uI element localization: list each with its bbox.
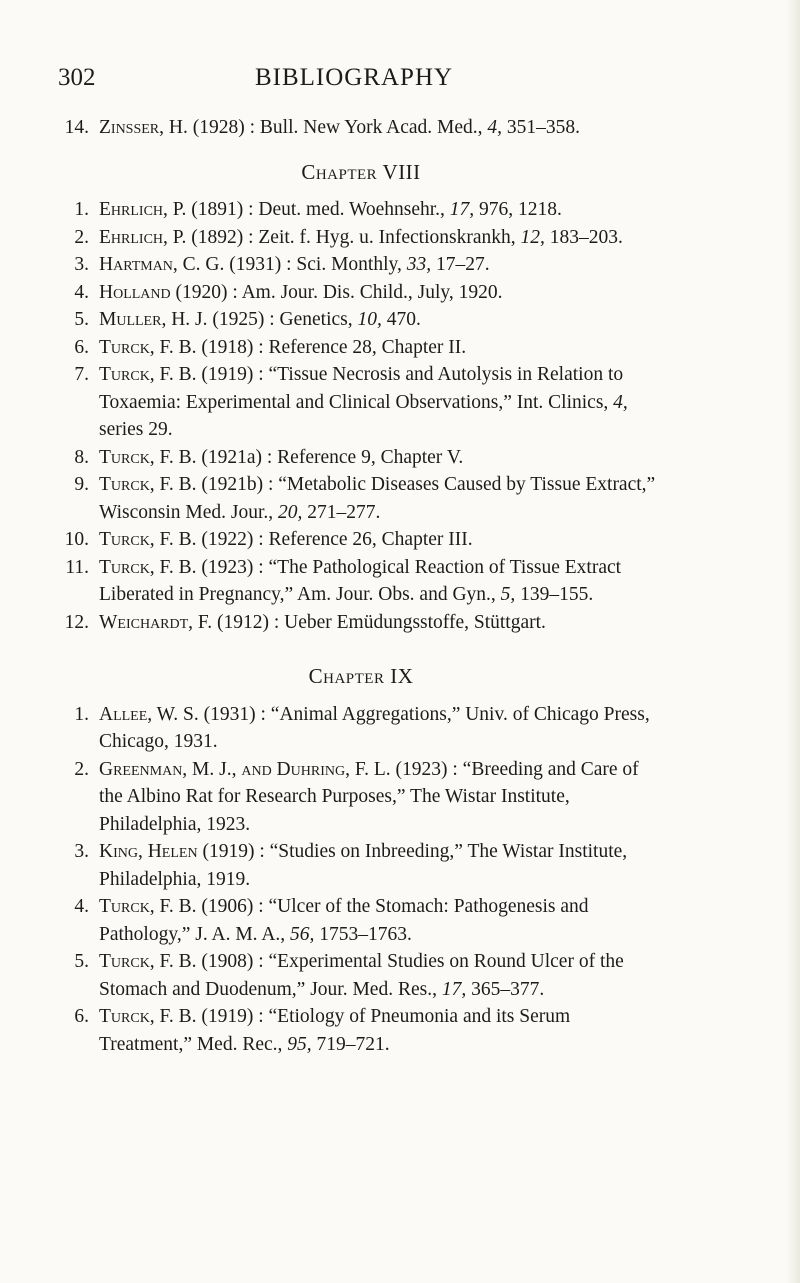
bibliography-entry — [55, 756, 667, 839]
entry-pages: 139–155. — [515, 584, 594, 605]
entry-citation: (1919) : “Etiology of Pneumonia and its Serum Treatment,” Med. Rec., — [99, 1006, 571, 1055]
entry-author: Turck, F. B. — [99, 529, 197, 550]
entry-number: 6. — [74, 1006, 89, 1027]
bibliography-entry — [55, 361, 667, 444]
entry-author: Turck, F. B. — [99, 336, 197, 358]
page-edge-shadow — [786, 0, 800, 1283]
entry-text — [99, 471, 667, 526]
entry-number: 12. — [64, 611, 89, 633]
entry-author: King, Helen — [99, 841, 198, 862]
chapter-viii-list — [55, 196, 667, 636]
entry-number: 3. — [74, 254, 89, 275]
entry-pages: 976, 1218. — [474, 199, 562, 220]
entry-author: Turck, F. B. — [99, 556, 197, 578]
entry-author: Turck, F. B. — [99, 1006, 197, 1027]
entry-text — [99, 224, 667, 252]
entry-text — [99, 279, 667, 307]
entry-volume: 20, — [278, 501, 303, 523]
bibliography-entry — [55, 838, 667, 893]
entry-pages: 719–721. — [311, 1033, 390, 1055]
entry-number: 2. — [74, 758, 89, 780]
entry-number: 10. — [64, 529, 89, 550]
entry-volume: 95, — [287, 1033, 312, 1055]
entry-pages: 351–358. — [502, 117, 581, 138]
bibliography-entry — [55, 948, 667, 1003]
entry-text — [99, 306, 667, 334]
entry-pages: 271–277. — [302, 501, 381, 523]
entry-text — [99, 838, 667, 893]
chapter-heading-viii: Chapter VIII — [301, 159, 421, 184]
entry-text — [99, 114, 667, 142]
entry-citation: (1921b) : “Metabolic Diseases Caused by Tissue Extract,” Wisconsin Med. Jour., — [99, 474, 656, 523]
entry-text — [99, 334, 667, 362]
entry-pages: series 29. — [99, 419, 173, 440]
entry-text — [99, 609, 667, 637]
entry-citation: (1921a) : Reference 9, Chapter V. — [196, 446, 464, 468]
entry-text — [99, 756, 667, 839]
entry-text — [99, 196, 667, 224]
entry-text — [99, 361, 667, 444]
entry-text — [99, 948, 667, 1003]
entry-volume: 4, — [613, 391, 628, 413]
page-number: 302 — [58, 64, 96, 91]
entry-citation: (1912) : Ueber Emüdungsstoffe, Stüttgart. — [212, 611, 546, 633]
bibliography-entry — [55, 251, 667, 279]
entry-citation: (1920) : Am. Jour. Dis. Child., July, 1920. — [170, 281, 503, 303]
entry-number: 7. — [74, 364, 89, 385]
chapter-ix-list — [55, 701, 667, 1059]
entry-volume: 10, — [357, 309, 382, 330]
bibliography-entry — [55, 893, 667, 948]
entry-author: Zinsser, H. — [99, 117, 188, 138]
entry-author: Turck, F. B. — [99, 951, 197, 972]
entry-citation: (1922) : Reference 26, Chapter III. — [196, 529, 473, 550]
entry-citation: (1919) : “Studies on Inbreeding,” The Wistar Institute, Philadelphia, 1919. — [99, 841, 628, 890]
entry-citation: (1919) : “Tissue Necrosis and Autolysis in Relation to Toxaemia: Experimental and Clinical Observations,” Int. Clinics, — [99, 364, 624, 413]
entry-text — [99, 444, 667, 472]
entry-pages: 1753–1763. — [314, 923, 412, 945]
entry-citation: (1931) : “Animal Aggregations,” Univ. of Chicago Press, Chicago, 1931. — [99, 703, 650, 752]
entry-citation: (1918) : Reference 28, Chapter II. — [196, 336, 467, 358]
bibliography-entry — [55, 609, 667, 637]
entry-number: 4. — [74, 896, 89, 917]
entry-pages: 470. — [381, 309, 421, 330]
entry-text — [99, 701, 667, 756]
intro-list — [55, 114, 667, 142]
entry-volume: 33, — [406, 254, 432, 275]
entry-author: Ehrlich, P. — [99, 226, 187, 248]
bibliography-entry — [55, 526, 667, 554]
entry-author: Allee, W. S. — [99, 703, 199, 725]
bibliography-entry — [55, 444, 667, 472]
bibliography-entry — [55, 554, 667, 609]
entry-author: Turck, F. B. — [99, 446, 197, 468]
bibliography-entry — [55, 114, 667, 142]
entry-citation: (1923) : “The Pathological Reaction of Tissue Extract Liberated in Pregnancy,” Am. Jour. Obs. and Gyn., — [99, 556, 622, 605]
entry-number: 5. — [74, 309, 89, 330]
page-header — [58, 64, 650, 98]
bibliography-content — [55, 114, 667, 1058]
bibliography-entry — [55, 471, 667, 526]
entry-text — [99, 1003, 667, 1058]
bibliography-entry — [55, 279, 667, 307]
entry-text — [99, 526, 667, 554]
entry-number: 8. — [74, 446, 89, 468]
entry-author: Holland — [99, 281, 171, 303]
entry-author: Muller, H. J. — [99, 309, 208, 330]
entry-author: Turck, F. B. — [99, 896, 197, 917]
entry-citation: (1908) : “Experimental Studies on Round Ulcer of the Stomach and Duodenum,” Jour. Med. Res., — [99, 951, 624, 1000]
entry-citation: (1928) : Bull. New York Acad. Med., — [187, 117, 488, 138]
bibliography-entry — [55, 1003, 667, 1058]
entry-citation: (1925) : Genetics, — [207, 309, 358, 330]
entry-pages: 365–377. — [466, 978, 545, 1000]
bibliography-entry — [55, 334, 667, 362]
entry-citation: (1892) : Zeit. f. Hyg. u. Infectionskrankh, — [186, 226, 521, 248]
entry-number: 11. — [65, 556, 89, 578]
entry-author: Ehrlich, P. — [99, 199, 187, 220]
entry-citation: (1923) : “Breeding and Care of the Albino Rat for Research Purposes,” The Wistar Institute, Philadelphia, 1923. — [99, 758, 639, 835]
bibliography-entry — [55, 224, 667, 252]
entry-number: 14. — [64, 117, 89, 138]
entry-text — [99, 554, 667, 609]
entry-number: 6. — [74, 336, 89, 358]
entry-volume: 17, — [449, 199, 475, 220]
entry-volume: 4, — [487, 117, 503, 138]
entry-number: 1. — [74, 199, 89, 220]
entry-author: Turck, F. B. — [99, 474, 197, 495]
entry-pages: 17–27. — [431, 254, 490, 275]
entry-number: 4. — [74, 281, 89, 303]
entry-citation: (1906) : “Ulcer of the Stomach: Pathogenesis and Pathology,” J. A. M. A., — [99, 896, 589, 945]
entry-number: 9. — [74, 474, 89, 495]
entry-text — [99, 251, 667, 279]
entry-author: Weichardt, F. — [99, 611, 213, 633]
running-title: BIBLIOGRAPHY — [254, 64, 454, 91]
bibliography-entry — [55, 306, 667, 334]
entry-citation: (1931) : Sci. Monthly, — [224, 254, 407, 275]
entry-number: 1. — [74, 703, 89, 725]
entry-number: 3. — [74, 841, 89, 862]
entry-author: Greenman, M. J., and Duhring, F. L. — [99, 758, 391, 780]
entry-author: Turck, F. B. — [99, 364, 197, 385]
entry-volume: 17, — [441, 978, 467, 1000]
bibliography-entry — [55, 701, 667, 756]
entry-number: 2. — [74, 226, 89, 248]
entry-number: 5. — [74, 951, 89, 972]
bibliography-entry — [55, 196, 667, 224]
entry-volume: 5, — [500, 584, 516, 605]
entry-volume: 12, — [520, 226, 545, 248]
chapter-heading-ix: Chapter IX — [308, 664, 414, 688]
entry-text — [99, 893, 667, 948]
entry-volume: 56, — [290, 923, 315, 945]
entry-pages: 183–203. — [544, 226, 623, 248]
entry-author: Hartman, C. G. — [99, 254, 225, 275]
entry-citation: (1891) : Deut. med. Woehnsehr., — [186, 199, 450, 220]
